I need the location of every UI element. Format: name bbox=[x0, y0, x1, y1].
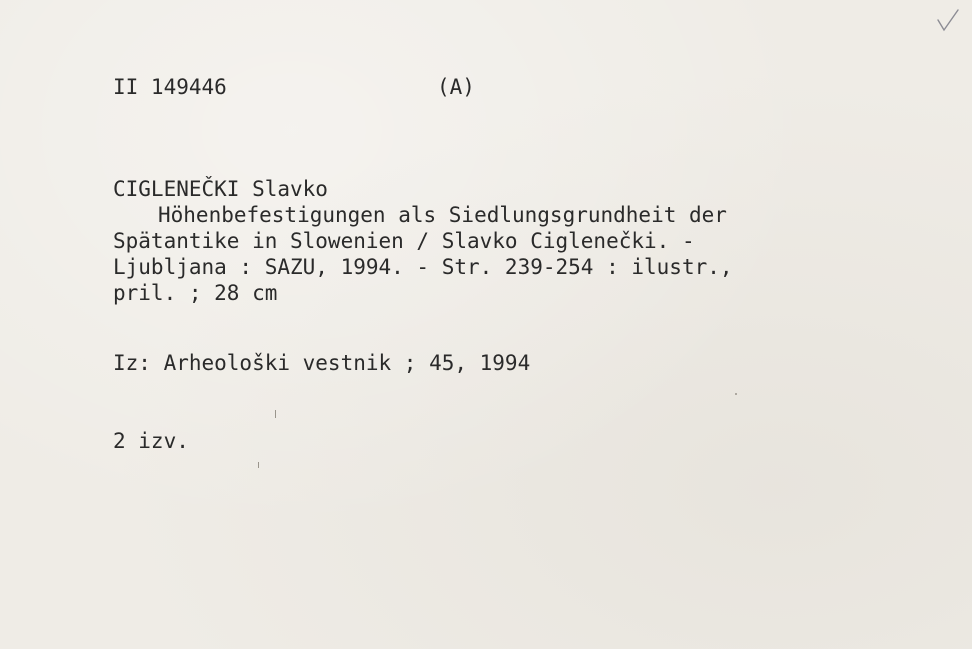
title-line-1: Höhenbefestigungen als Siedlungsgrundheit der bbox=[158, 203, 727, 227]
copies-note: 2 izv. bbox=[113, 429, 189, 453]
source-note: Iz: Arheološki vestnik ; 45, 1994 bbox=[113, 351, 531, 375]
author-heading: CIGLENEČKI Slavko bbox=[113, 177, 328, 201]
location-code: (A) bbox=[437, 75, 475, 99]
call-number: II 149446 bbox=[113, 75, 227, 99]
collation-line: pril. ; 28 cm bbox=[113, 281, 278, 305]
checkmark-icon bbox=[934, 6, 962, 34]
paper-speck bbox=[258, 462, 259, 468]
imprint-line: Ljubljana : SAZU, 1994. - Str. 239-254 : ilustr., bbox=[113, 255, 733, 279]
paper-speck bbox=[735, 393, 737, 395]
title-line-2: Spätantike in Slowenien / Slavko Ciglenečki. - bbox=[113, 229, 695, 253]
paper-speck bbox=[275, 410, 276, 418]
